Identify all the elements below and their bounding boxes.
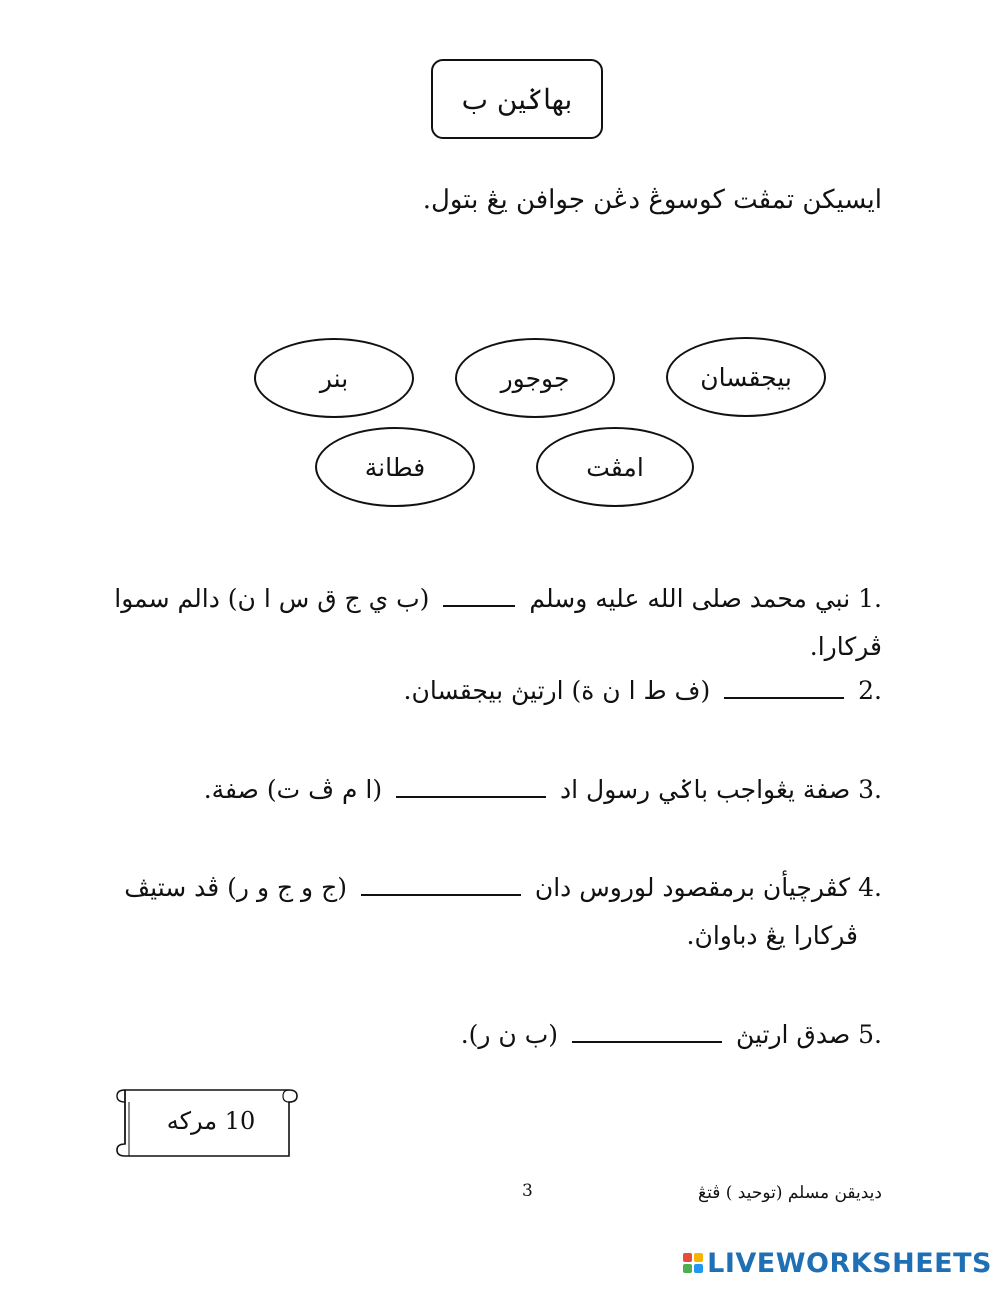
answer-blank[interactable] [724, 675, 844, 699]
answer-blank[interactable] [361, 872, 521, 896]
question-3: 3. صفة يڠواجب باݢي رسول اد (ا م ڤ ت) صفة. [203, 775, 882, 804]
word-bank-item: فطانة [315, 427, 475, 507]
word-bank-item: بنر [254, 338, 414, 418]
word-bank-item: جوجور [455, 338, 615, 418]
word-bank-item: بيجقسان [666, 337, 826, 417]
footer-subject: ديديقن مسلم (توحيد ) ڤتڠ [698, 1183, 882, 1203]
liveworksheets-brand[interactable] [683, 1243, 992, 1283]
question-4: 4. کڤرچيأن برمقصود لوروس دان (ج و ج و ر) ڤد ستيڤ ڤركارا يڠ دباواڽ. [124, 873, 882, 950]
answer-blank[interactable] [443, 583, 515, 607]
answer-blank[interactable] [572, 1019, 722, 1043]
word-bank-item: امڤت [536, 427, 694, 507]
page-number: 3 [522, 1181, 533, 1201]
marks-label: 10 مرکه [166, 1107, 256, 1135]
instruction-text: ايسيكن تمڤت کوسوڠ دڠن جوافن يڠ بتول. [422, 185, 882, 215]
marks-scroll [113, 1082, 299, 1164]
question-5: 5. صدق ارتيڽ (ب ن ر). [460, 1020, 882, 1049]
section-title: بهاݢين ب [461, 82, 573, 116]
brand-name: LIVEWORKSHEETS [707, 1247, 992, 1279]
liveworksheets-logo-icon [683, 1253, 703, 1273]
answer-blank[interactable] [396, 774, 546, 798]
question-2: 2. (ف ط ا ن ة) ارتيڽ بيجقسان. [403, 676, 882, 705]
section-title-box [431, 59, 603, 139]
question-1: 1. نبي محمد صلى الله عليه وسلم (ب ي ج ق س ا ن) دالم سموا ڤركارا. [114, 584, 882, 661]
